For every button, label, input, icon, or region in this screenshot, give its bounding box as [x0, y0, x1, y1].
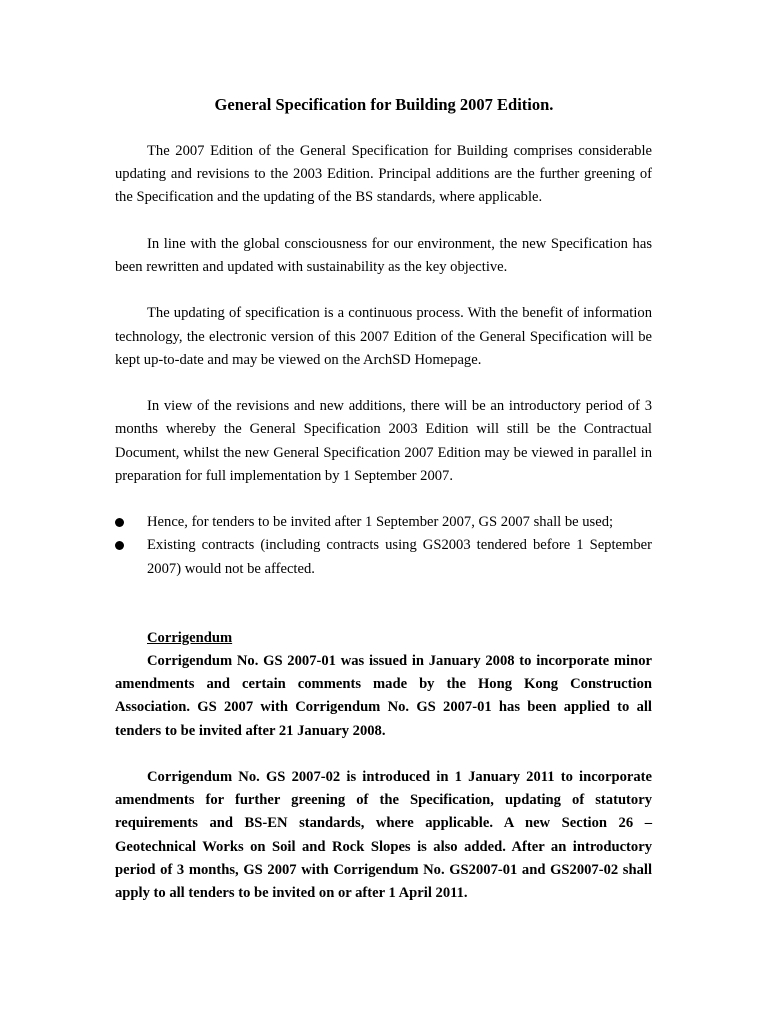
corrigendum-section — [115, 627, 652, 905]
paragraph-3: The updating of specification is a continuous process. With the benefit of information technology, the electronic version of this 2007 Edition of the General Specification will be kept up-to-date and may be viewed on the ArchSD Homepage. — [115, 305, 652, 368]
bullet-text: Hence, for tenders to be invited after 1 September 2007, GS 2007 shall be used; — [147, 514, 614, 531]
bullet-item — [115, 511, 652, 534]
paragraph-1: The 2007 Edition of the General Specification for Building comprises considerable updating and revisions to the 2003 Edition. Principal additions are the further greening of the Specification and the updating of the BS standards, where applicable. — [115, 143, 652, 206]
corrigendum-heading: Corrigendum — [147, 629, 233, 646]
corrigendum-paragraph-1: Corrigendum No. GS 2007-01 was issued in January 2008 to incorporate minor amendments and certain comments made by the Hong Kong Construction Association. GS 2007 with Corrigendum No. GS 2007-01 has been applied to all tenders to be invited after 21 January 2008. — [115, 653, 652, 739]
bullet-list — [115, 511, 652, 581]
corrigendum-paragraph-2: Corrigendum No. GS 2007-02 is introduced in 1 January 2011 to incorporate amendments for further greening of the Specification, updating of statutory requirements and BS-EN standards, where applicable. A new Section 26 – Geotechnical Works on Soil and Rock Slopes is also added. After an introductory period of 3 months, GS 2007 with Corrigendum No. GS2007-01 and GS2007-02 shall apply to all tenders to be invited on or after 1 April 2011. — [115, 769, 652, 902]
bullet-text: Existing contracts (including contracts using GS2003 tendered before 1 September 2007) would not be affected. — [147, 537, 652, 577]
bullet-dot-icon — [115, 541, 124, 550]
document-title: General Specification for Building 2007 Edition. — [214, 95, 554, 114]
document-body — [115, 140, 652, 928]
paragraph-4: In view of the revisions and new additions, there will be an introductory period of 3 months whereby the General Specification 2003 Edition will still be the Contractual Document, whilst the new General Specification 2007 Edition may be viewed in parallel in preparation for full implementation by 1 September 2007. — [115, 398, 652, 484]
paragraph-2: In line with the global consciousness for our environment, the new Specification has been rewritten and updated with sustainability as the key objective. — [115, 235, 652, 275]
bullet-item — [115, 534, 652, 580]
bullet-dot-icon — [115, 518, 124, 527]
